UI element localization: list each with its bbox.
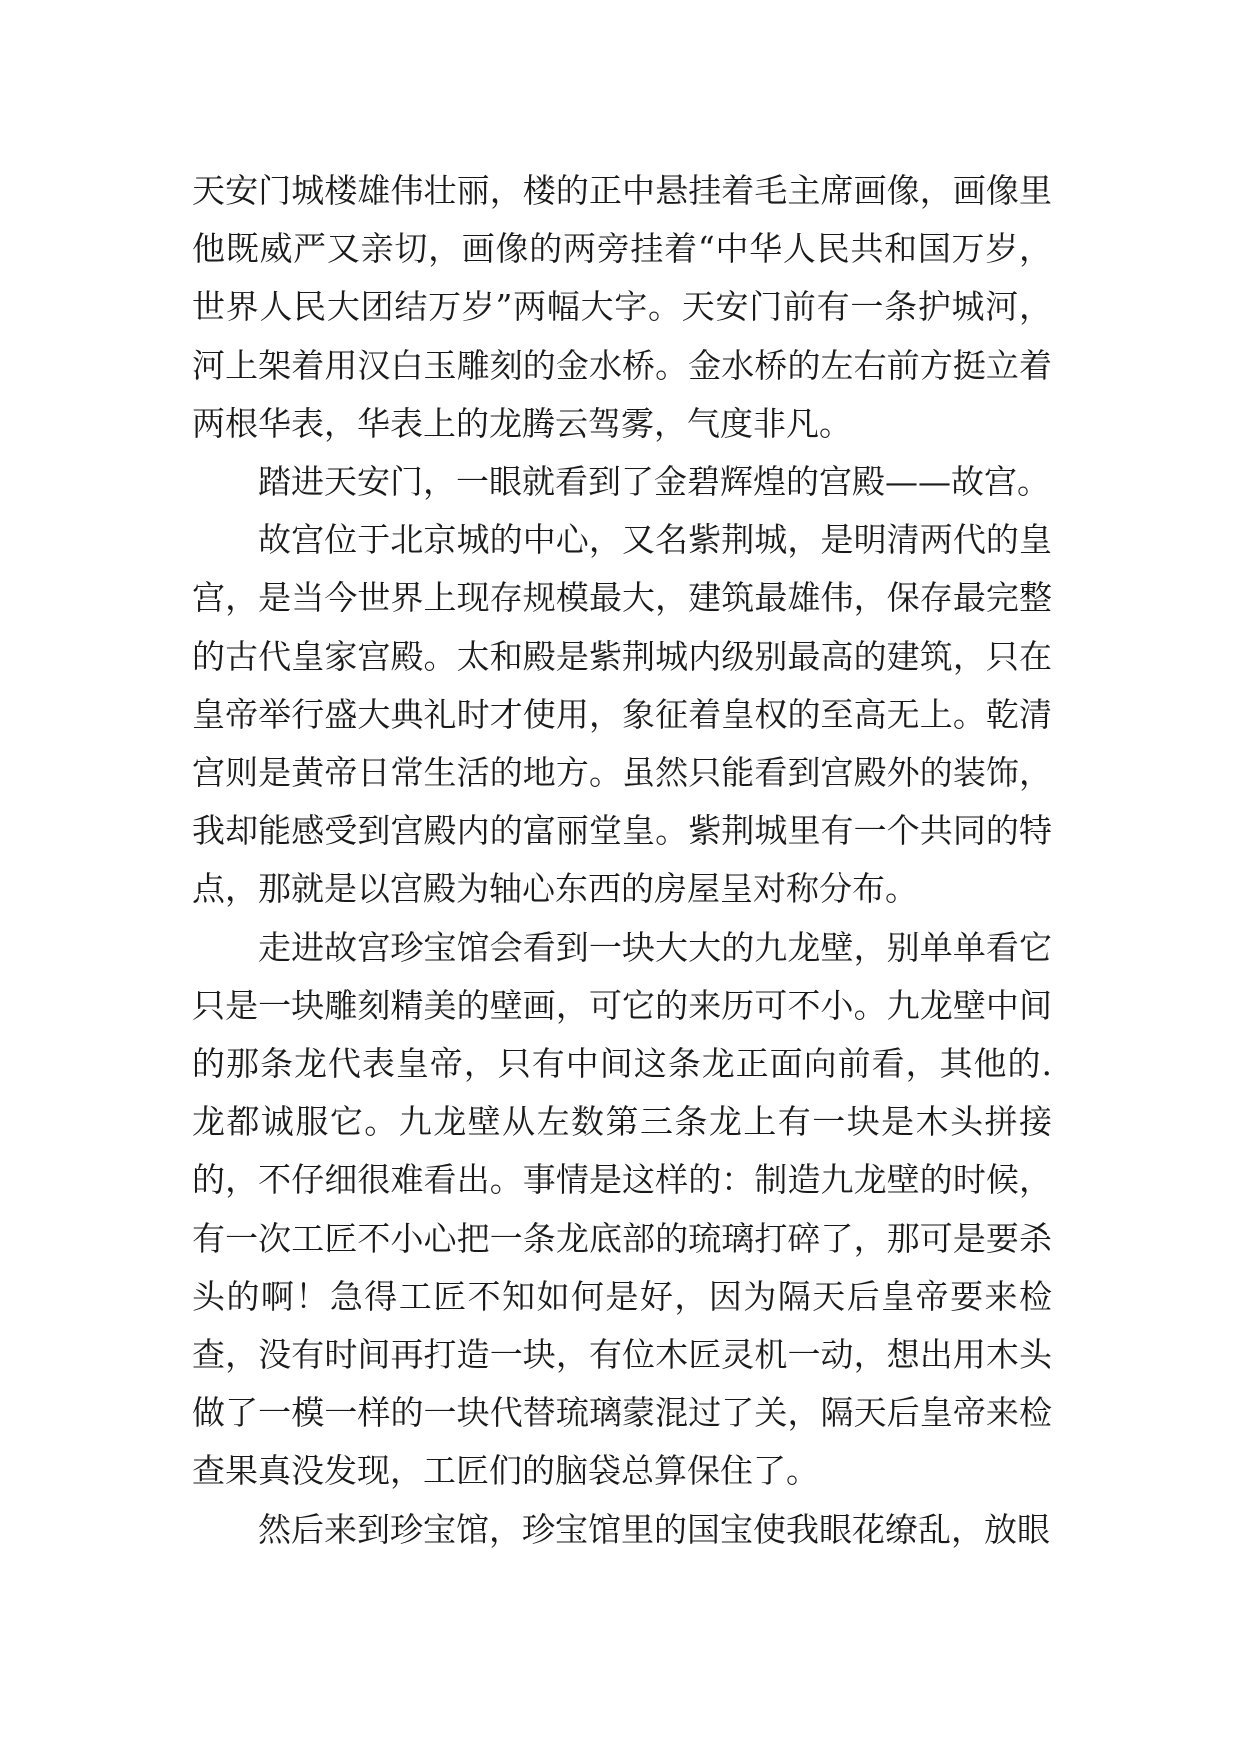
paragraph-treasure-hall: 然后来到珍宝馆，珍宝馆里的国宝使我眼花缭乱，放眼	[258, 1509, 1050, 1549]
paragraph-tiananmen: 天安门城楼雄伟壮丽，楼的正中悬挂着毛主席画像，画像里他既威严又亲切，画像的两旁挂着“中华人民共和国万岁，世界人民大团结万岁”两幅大字。天安门前有一条护城河，河上架着用汉白玉雕刻的金水桥。金水桥的左右前方挺立着两根华表，华表上的龙腾云驾雾，气度非凡。	[192, 171, 1052, 443]
paragraph-forbidden-city: 故宫位于北京城的中心，又名紫荆城，是明清两代的皇宫，是当今世界上现存规模最大，建筑最雄伟，保存最完整的古代皇家宫殿。太和殿是紫荆城内级别最高的建筑，只在皇帝举行盛大典礼时才使用，象征着皇权的至高无上。乾清宫则是黄帝日常生活的地方。虽然只能看到宫殿外的装饰，我却能感受到宫殿内的富丽堂皇。紫荆城里有一个共同的特点，那就是以宫殿为轴心东西的房屋呈对称分布。	[192, 520, 1052, 909]
paragraph-enter-gate: 踏进天安门，一眼就看到了金碧辉煌的宫殿——故宫。	[258, 462, 1050, 502]
body-text	[192, 162, 1052, 1559]
paragraph-nine-dragon-wall: 走进故宫珍宝馆会看到一块大大的九龙壁，别单单看它只是一块雕刻精美的壁画，可它的来历可不小。九龙壁中间的那条龙代表皇帝，只有中间这条龙正面向前看，其他的.龙都诚服它。九龙壁从左数第三条龙上有一块是木头拼接的，不仔细很难看出。事情是这样的：制造九龙壁的时候，有一次工匠不小心把一条龙底部的琉璃打碎了，那可是要杀头的啊！急得工匠不知如何是好，因为隔天后皇帝要来检查，没有时间再打造一块，有位木匠灵机一动，想出用木头做了一模一样的一块代替琉璃蒙混过了关，隔天后皇帝来检查果真没发现，工匠们的脑袋总算保住了。	[192, 927, 1052, 1491]
